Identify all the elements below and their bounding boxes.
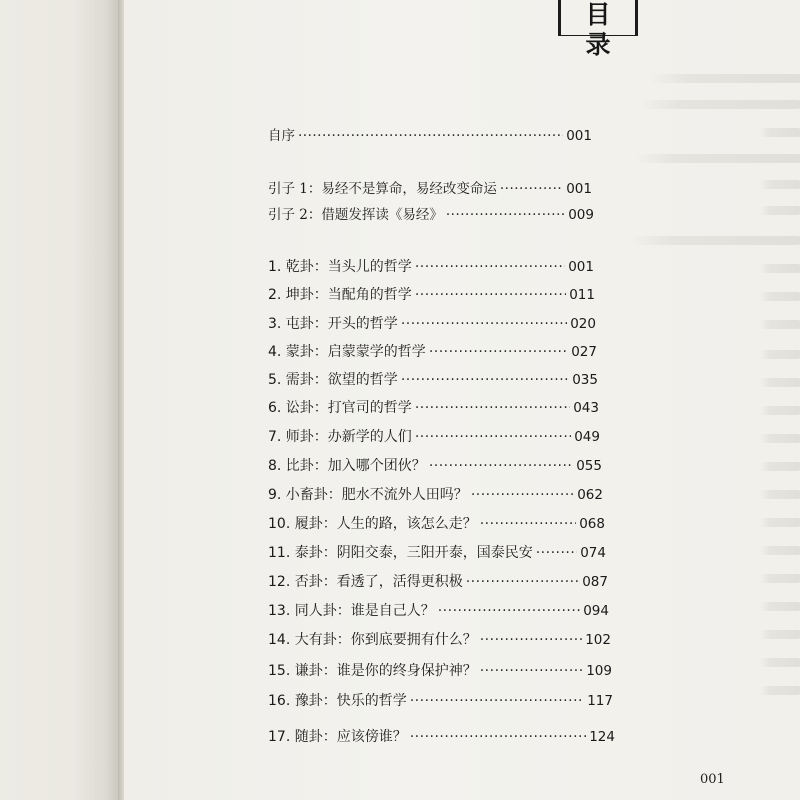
toc-entry-label: 14. 大有卦：你到底要拥有什么？ <box>268 632 477 648</box>
dot-leader <box>471 487 574 503</box>
toc-entry-page: 043 <box>573 400 599 416</box>
toc-entry-page: 094 <box>583 603 609 619</box>
toc-entry-preface <box>268 124 592 144</box>
toc-entry-chapter <box>268 660 612 680</box>
page-number: 001 <box>700 772 725 787</box>
toc-entry-label: 引子 2：借题发挥读《易经》 <box>268 207 443 223</box>
dot-leader <box>298 128 563 144</box>
toc-entry-page: 027 <box>571 344 597 360</box>
dot-leader <box>415 400 570 416</box>
show-through-text <box>600 70 800 720</box>
toc-entry-page: 062 <box>577 487 603 503</box>
dot-leader <box>410 729 587 745</box>
toc-title: 目 录 <box>558 0 638 36</box>
toc-entry-page: 011 <box>569 287 595 303</box>
toc-entry-label: 15. 谦卦：谁是你的终身保护神？ <box>268 663 477 679</box>
toc-entry-chapter <box>268 513 605 533</box>
toc-entry-chapter <box>268 369 598 389</box>
toc-entry-page: 055 <box>576 458 602 474</box>
dot-leader <box>480 663 584 679</box>
dot-leader <box>446 207 565 223</box>
toc-entry-label: 12. 否卦：看透了，活得更积极 <box>268 574 463 590</box>
dot-leader <box>415 259 565 275</box>
toc-entry-chapter <box>268 455 602 475</box>
toc-entry-chapter <box>268 542 606 562</box>
dot-leader <box>401 372 569 388</box>
dot-leader <box>480 632 583 648</box>
dot-leader <box>466 574 580 590</box>
left-page <box>0 0 120 800</box>
toc-entry-chapter <box>268 284 595 304</box>
toc-entry-label: 6. 讼卦：打官司的哲学 <box>268 400 412 416</box>
toc-entry-chapter <box>268 600 609 620</box>
toc-entry-label: 2. 坤卦：当配角的哲学 <box>268 287 412 303</box>
toc-entry-page: 074 <box>580 545 606 561</box>
toc-entry-chapter <box>268 341 597 361</box>
toc-entry-page: 020 <box>570 316 596 332</box>
toc-entry-chapter <box>268 426 600 446</box>
toc-entry-page: 001 <box>568 259 594 275</box>
toc-entry-label: 1. 乾卦：当头儿的哲学 <box>268 259 412 275</box>
toc-entry-page: 109 <box>586 663 612 679</box>
dot-leader <box>536 545 578 561</box>
toc-entry-label: 4. 蒙卦：启蒙蒙学的哲学 <box>268 344 426 360</box>
toc-entry-label: 8. 比卦：加入哪个团伙？ <box>268 458 426 474</box>
dot-leader <box>438 603 581 619</box>
toc-entry-label: 9. 小畜卦：肥水不流外人田吗？ <box>268 487 468 503</box>
dot-leader <box>429 344 568 360</box>
toc-entry-label: 7. 师卦：办新学的人们 <box>268 429 412 445</box>
toc-entry-label: 11. 泰卦：阴阳交泰，三阳开泰，国泰民安 <box>268 545 533 561</box>
dot-leader <box>415 287 566 303</box>
toc-entry-page: 001 <box>566 181 592 197</box>
toc-entry-label: 10. 履卦：人生的路，该怎么走？ <box>268 516 477 532</box>
toc-entry-chapter <box>268 629 611 649</box>
toc-entry-intro-1 <box>268 177 592 197</box>
toc-entry-label: 16. 豫卦：快乐的哲学 <box>268 693 407 709</box>
toc-entry-chapter <box>268 484 603 504</box>
toc-entry-label: 3. 屯卦：开头的哲学 <box>268 316 398 332</box>
dot-leader <box>415 429 571 445</box>
dot-leader <box>480 516 577 532</box>
toc-entry-label: 自序 <box>268 128 295 144</box>
toc-entry-page: 102 <box>585 632 611 648</box>
toc-entry-label: 5. 需卦：欲望的哲学 <box>268 372 398 388</box>
toc-entry-page: 009 <box>568 207 594 223</box>
toc-entry-page: 124 <box>589 729 615 745</box>
toc-entry-intro-2 <box>268 203 594 223</box>
dot-leader <box>401 316 567 332</box>
toc-entry-page: 117 <box>587 693 613 709</box>
toc-entry-chapter <box>268 397 599 417</box>
dot-leader <box>429 458 573 474</box>
toc-entry-chapter <box>268 571 608 591</box>
toc-entry-page: 068 <box>579 516 605 532</box>
toc-entry-chapter <box>268 726 615 746</box>
toc-entry-chapter <box>268 313 596 333</box>
toc-entry-label: 13. 同人卦：谁是自己人？ <box>268 603 435 619</box>
toc-entry-page: 049 <box>574 429 600 445</box>
toc-entry-label: 17. 随卦：应该傍谁？ <box>268 729 407 745</box>
dot-leader <box>410 693 585 709</box>
toc-entry-page: 001 <box>566 128 592 144</box>
dot-leader <box>500 181 563 197</box>
toc-entry-page: 035 <box>572 372 598 388</box>
toc-entry-label: 引子 1：易经不是算命，易经改变命运 <box>268 181 497 197</box>
toc-entry-chapter <box>268 256 594 276</box>
toc-entry-page: 087 <box>582 574 608 590</box>
toc-entry-chapter <box>268 690 613 710</box>
